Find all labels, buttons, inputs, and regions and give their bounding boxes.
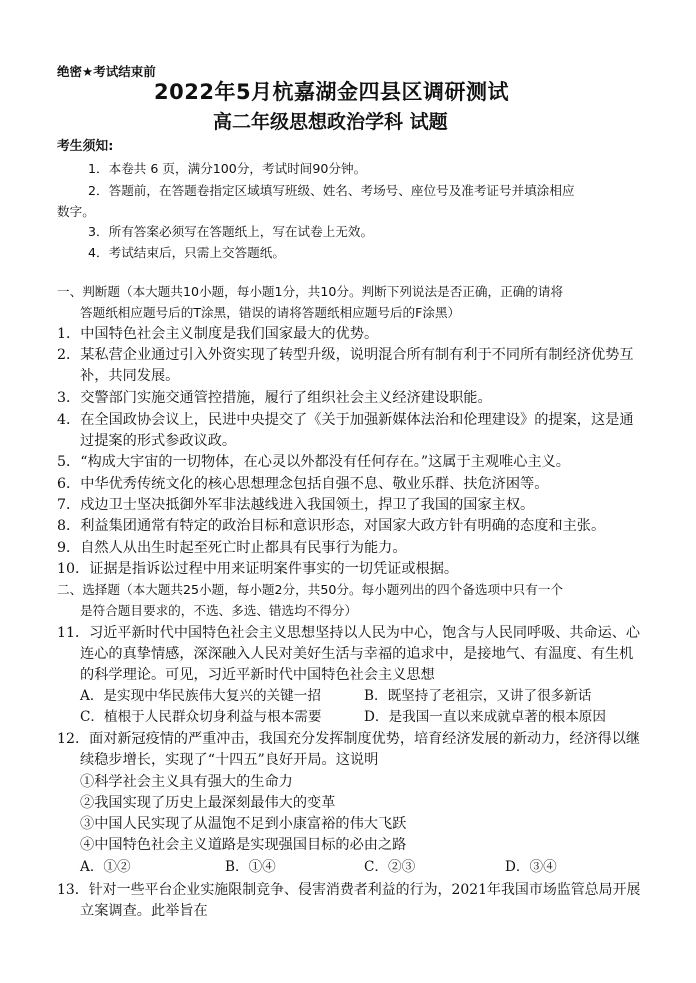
question-13: 13．针对一些平台企业实施限制竞争、侵害消费者利益的行为，2021年我国市场监管总局开展 — [57, 882, 641, 898]
notice-item: 数字。 — [57, 204, 95, 219]
notice-item: 1．本卷共 6 页，满分100分，考试时间90分钟。 — [88, 161, 367, 176]
question-1: 1．中国特色社会主义制度是我们国家最大的优势。 — [57, 326, 379, 342]
section2-heading-cont: 是符合题目要求的，不选、多选、错选均不得分） — [80, 603, 358, 618]
statement-2: ②我国实现了历史上最深刻最伟大的变革 — [80, 795, 336, 811]
section1-heading-cont: 答题纸相应题号后的T涂黑，错误的请将答题纸相应题号后的F涂黑） — [80, 305, 461, 320]
question-4-cont: 过提案的形式参政议政。 — [80, 433, 237, 449]
option-a: A．是实现中华民族伟大复兴的关键一招 — [80, 688, 321, 704]
option-c: C．②③ — [364, 859, 416, 875]
question-5: 5．“构成大宇宙的一切物体，在心灵以外都没有任何存在。”这属于主观唯心主义。 — [57, 454, 570, 470]
question-11-cont: 连心的真挚情感，深深融入人民对美好生活与幸福的追求中，是接地气、有温度、有生机 — [80, 646, 634, 662]
question-2-cont: 补，共同发展。 — [80, 368, 180, 384]
question-13-cont: 立案调查。此举旨在 — [80, 903, 208, 919]
question-8: 8．利益集团通常有特定的政治目标和意识形态，对国家大政方针有明确的态度和主张。 — [57, 518, 606, 534]
confidential-mark: 绝密★考试结束前 — [57, 64, 156, 79]
question-12-cont: 续稳步增长，实现了“十四五”良好开局。这说明 — [80, 752, 379, 768]
statement-3: ③中国人民实现了从温饱不足到小康富裕的伟大飞跃 — [80, 816, 407, 832]
question-6: 6．中华优秀传统文化的核心思想理念包括自强不息、敬业乐群、扶危济困等。 — [57, 476, 549, 492]
option-b: B．①④ — [225, 859, 276, 875]
question-7: 7．戍边卫士坚决抵御外军非法越线进入我国领土，捍卫了我国的国家主权。 — [57, 497, 535, 513]
question-9: 9．自然人从出生时起至死亡时止都具有民事行为能力。 — [57, 540, 407, 556]
statement-4: ④中国特色社会主义道路是实现强国目标的必由之路 — [80, 837, 407, 853]
exam-title: 2022年5月杭嘉湖金四县区调研测试 — [154, 80, 510, 104]
option-d: D．③④ — [505, 859, 557, 875]
question-12: 12．面对新冠疫情的严重冲击，我国充分发挥制度优势，培育经济发展的新动力，经济得以继 — [57, 731, 640, 747]
question-2: 2．某私营企业通过引入外资实现了转型升级，说明混合所有制有利于不同所有制经济优势互 — [57, 347, 634, 363]
notice-heading: 考生须知: — [57, 139, 114, 154]
exam-subtitle: 高二年级思想政治学科 试题 — [213, 111, 448, 133]
option-c: C．植根于人民群众切身利益与根本需要 — [80, 709, 322, 725]
statement-1: ①科学社会主义具有强大的生命力 — [80, 774, 293, 790]
section1-heading: 一、判断题（本大题共10小题，每小题1分，共10分。判断下列说法是否正确，正确的请将 — [57, 284, 564, 299]
option-b: B．既坚持了老祖宗，又讲了很多新话 — [364, 688, 592, 704]
notice-item: 2．答题前，在答题卷指定区域填写班级、姓名、考场号、座位号及准考证号并填涂相应 — [88, 183, 575, 198]
question-4: 4．在全国政协会议上，民进中央提交了《关于加强新媒体法治和伦理建设》的提案，这是通 — [57, 412, 634, 428]
notice-item: 3．所有答案必须写在答题纸上，写在试卷上无效。 — [88, 224, 374, 239]
question-3: 3．交警部门实施交通管控措施，履行了组织社会主义经济建设职能。 — [57, 390, 492, 406]
option-d: D．是我国一直以来成就卓著的根本原因 — [364, 709, 606, 725]
question-11-cont: 的科学理论。可见，习近平新时代中国特色社会主义思想 — [80, 667, 435, 683]
section2-heading: 二、选择题（本大题共25小题，每小题2分，共50分。每小题列出的四个备选项中只有一个 — [57, 582, 564, 597]
notice-item: 4．考试结束后，只需上交答题纸。 — [88, 245, 285, 260]
option-a: A．①② — [80, 859, 131, 875]
question-11: 11．习近平新时代中国特色社会主义思想坚持以人民为中心，饱含与人民同呼吸、共命运、心 — [57, 625, 640, 641]
question-10: 10．证据是指诉讼过程中用来证明案件事实的一切凭证或根据。 — [57, 561, 459, 577]
